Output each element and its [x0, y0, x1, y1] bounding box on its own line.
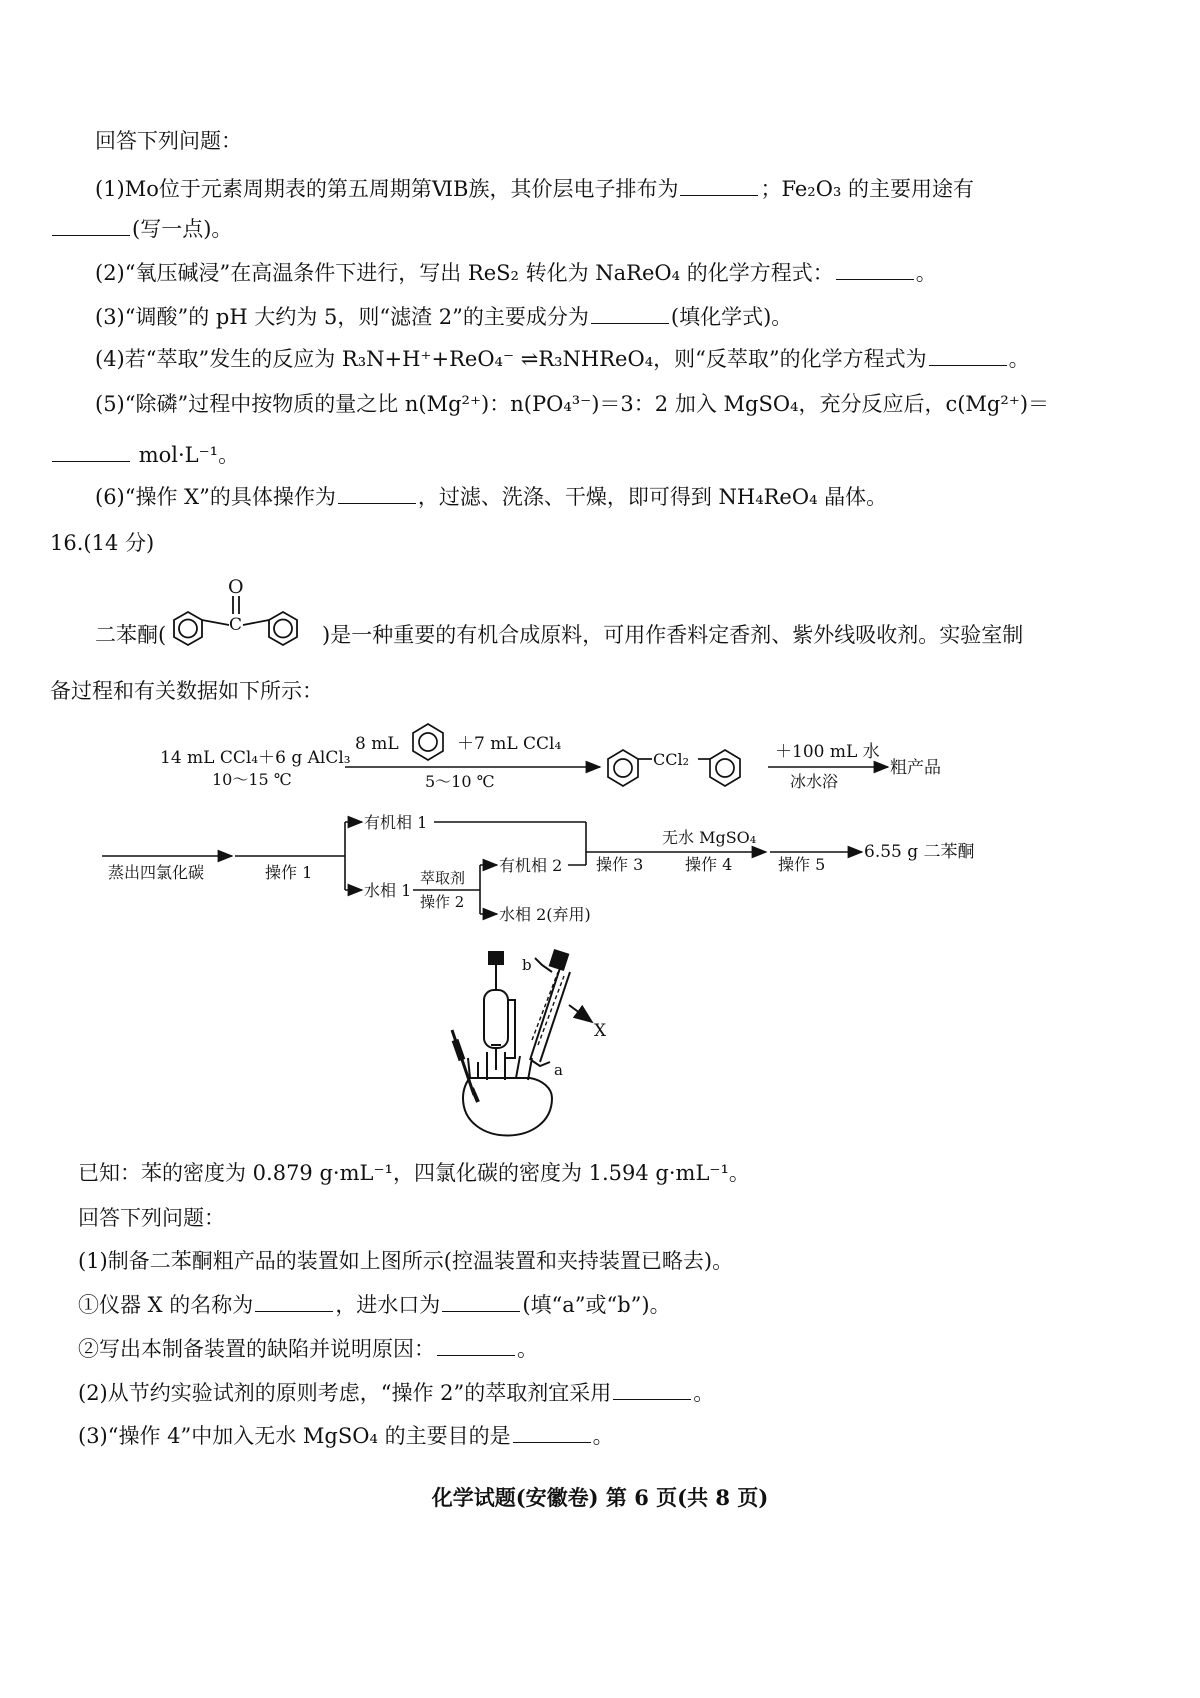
- flow-distill: 蒸出四氯化碳: [108, 863, 205, 882]
- q1-text-c: (写一点)。: [132, 217, 233, 241]
- flow-op1: 操作 1: [265, 863, 313, 882]
- flow-aq1: 水相 1: [364, 881, 412, 900]
- flow-org1: 有机相 1: [364, 813, 428, 832]
- q16-sub-3: [78, 1421, 614, 1451]
- sq3-text-b: 。: [592, 1424, 614, 1448]
- q16-intro-b: )是一种重要的有机合成原料，可用作香料定香剂、紫外线吸收剂。实验室制: [322, 623, 1024, 647]
- flow-ccl2-group: CCl₂: [653, 750, 690, 769]
- struct-oxygen: O: [228, 576, 244, 598]
- answer-blank[interactable]: [613, 1379, 691, 1400]
- sq1-1-text-a: ①仪器 X 的名称为: [78, 1293, 254, 1317]
- flow-add-a: 8 mL: [355, 734, 399, 754]
- q4-text-a: (4)若“萃取”发生的反应为 R₃N+H⁺+ReO₄⁻ ⇌R₃NHReO₄，则“反萃取”的化学方程式为: [95, 347, 927, 371]
- q3-text-a: (3)“调酸”的 pH 大约为 5，则“滤渣 2”的主要成分为: [95, 305, 589, 329]
- q16-intro-c: 备过程和有关数据如下所示：: [50, 679, 323, 703]
- page-footer: 化学试题(安徽卷) 第 6 页(共 8 页): [431, 1485, 769, 1510]
- q6-text-b: ，过滤、洗涤、干燥，即可得到 NH₄ReO₄ 晶体。: [417, 485, 888, 509]
- flow-aq2: 水相 2(弃用): [499, 905, 591, 924]
- q16-intro-a: 二苯酮(: [95, 623, 167, 647]
- q16-sub-1: (1)制备二苯酮粗产品的装置如上图所示(控温装置和夹持装置已略去)。: [78, 1249, 734, 1273]
- apparatus-label-x: X: [594, 1021, 607, 1041]
- flow-add-b: ＋7 mL CCl₄: [457, 734, 562, 754]
- q5-text-a: (5)“除磷”过程中按物质的量之比 n(Mg²⁺)：n(PO₄³⁻)＝3：2 加入 MgSO₄，充分反应后，c(Mg²⁺)＝: [95, 392, 1050, 416]
- flow-op2: 操作 2: [420, 893, 465, 911]
- flow-mgso4: 无水 MgSO₄: [662, 828, 757, 847]
- q16-known-data: 已知：苯的密度为 0.879 g·mL⁻¹，四氯化碳的密度为 1.594 g·mL⁻¹。: [78, 1161, 750, 1185]
- q1-text-b: ；Fe₂O₃ 的主要用途有: [760, 177, 975, 201]
- flow-reactants: 14 mL CCl₄＋6 g AlCl₃: [160, 748, 351, 768]
- q16-sub-1-2: [78, 1334, 538, 1364]
- apparatus-label-b: b: [522, 956, 532, 974]
- sq1-1-text-b: ，进水口为: [335, 1293, 441, 1317]
- apparatus-diagram: [452, 950, 592, 1135]
- flow-op5: 操作 5: [778, 855, 826, 874]
- benzene-icon: [413, 724, 443, 760]
- flow-final-product: 6.55 g 二苯酮: [864, 842, 975, 862]
- q16-sub-2: [78, 1378, 714, 1408]
- q2-text-a: (2)“氧压碱浸”在高温条件下进行，写出 ReS₂ 转化为 NaReO₄ 的化学方程式：: [95, 261, 834, 285]
- flow-op4: 操作 4: [685, 855, 733, 874]
- q5-text-b: mol·L⁻¹。: [138, 443, 240, 467]
- flow-org2: 有机相 2: [499, 856, 563, 875]
- q1-text-a: (1)Mo位于元素周期表的第五周期第ⅥB族，其价层电子排布为: [95, 177, 679, 201]
- sq3-text-a: (3)“操作 4”中加入无水 MgSO₄ 的主要目的是: [78, 1424, 511, 1448]
- sq1-2-text-b: 。: [517, 1337, 538, 1361]
- sq2-text-a: (2)从节约实验试剂的原则考虑，“操作 2”的萃取剂宜采用: [78, 1381, 612, 1405]
- answer-blank[interactable]: [513, 1422, 591, 1443]
- sq1-2-text-a: ②写出本制备装置的缺陷并说明原因：: [78, 1337, 435, 1361]
- sq2-text-b: 。: [693, 1381, 715, 1405]
- q3-text-b: (填化学式)。: [670, 305, 793, 329]
- struct-carbon: C: [229, 615, 243, 635]
- flow-crude: 粗产品: [890, 758, 941, 778]
- flow-add-water: ＋100 mL 水: [775, 742, 880, 762]
- question-16-number: 16.(14 分): [50, 531, 155, 555]
- apparatus-label-a: a: [554, 1061, 563, 1079]
- sq1-1-text-c: (填“a”或“b”)。: [522, 1293, 671, 1317]
- flow-ice-bath: 冰水浴: [790, 772, 839, 791]
- answer-intro-2: 回答下列问题：: [78, 1206, 225, 1230]
- answer-blank[interactable]: [437, 1335, 515, 1356]
- flow-temp1: 10～15 ℃: [212, 770, 292, 789]
- flow-temp2: 5～10 ℃: [425, 772, 495, 791]
- q2-text-b: 。: [915, 261, 937, 285]
- q4-text-b: 。: [1008, 347, 1030, 371]
- answer-blank[interactable]: [255, 1291, 333, 1312]
- answer-blank[interactable]: [442, 1291, 520, 1312]
- flow-extractant: 萃取剂: [420, 869, 466, 887]
- q6-text-a: (6)“操作 X”的具体操作为: [95, 485, 336, 509]
- flow-op3: 操作 3: [596, 855, 644, 874]
- q16-sub-1-1: [78, 1290, 671, 1320]
- answer-intro-1: 回答下列问题：: [95, 129, 242, 153]
